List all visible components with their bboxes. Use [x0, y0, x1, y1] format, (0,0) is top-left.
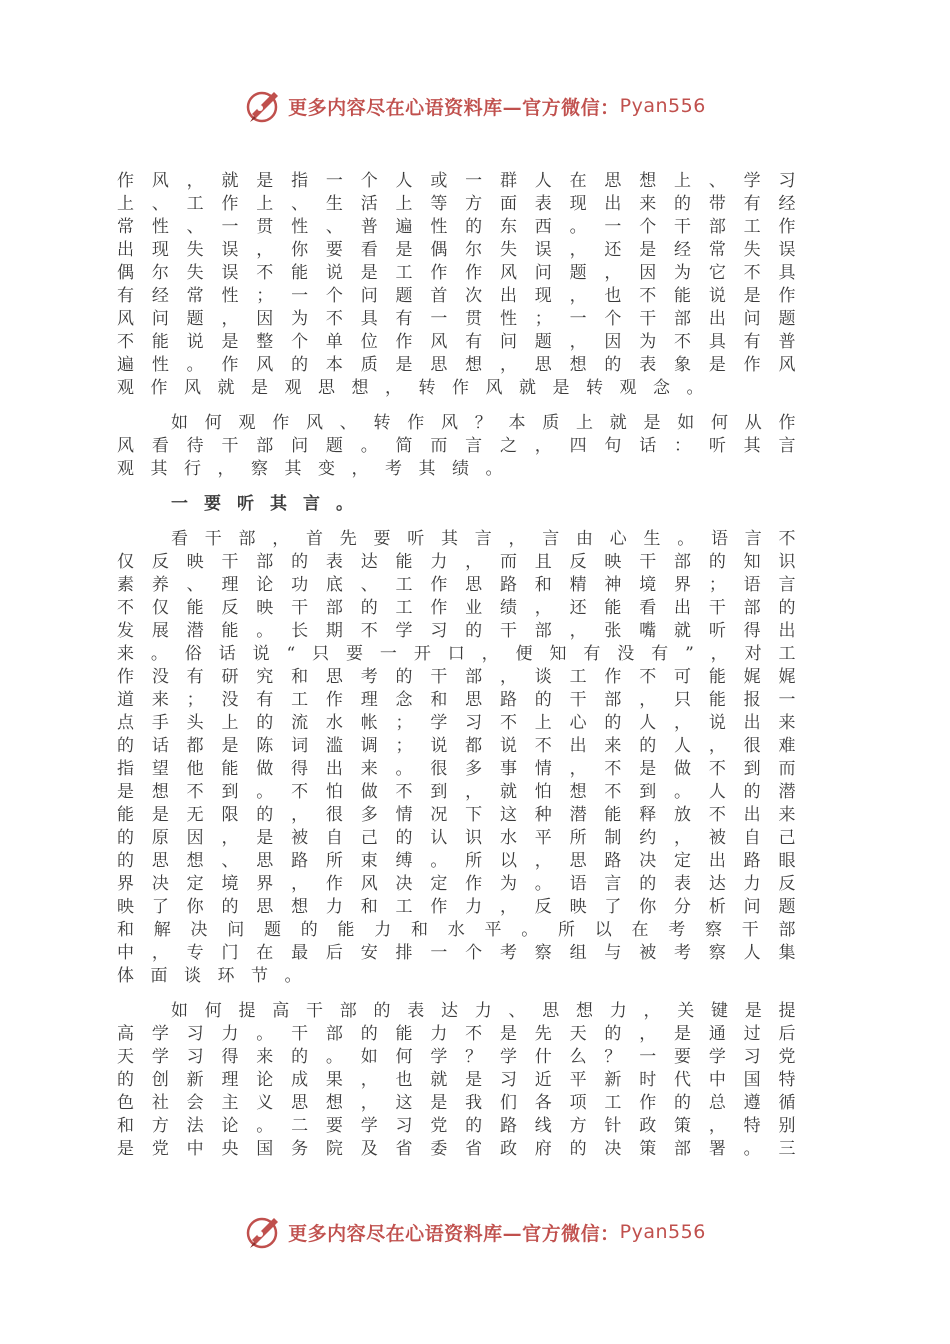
paragraph-3: 看干部，首先要听其言，言由心生。语言不仅反映干部的表达能力，而且反映干部的知识素养、理论功底、工作思路和精神境界；语言不仅能反映干部的工作业绩，还能看出干部的发展潜能。长期不学习的干部，张嘴就听得出来。俗话说“只要一开口，便知有没有”，对工作没有研究和思考的干部，谈工作不可能娓娓道来；没有工作理念和思路的干部，只能报一点手头上的流水帐；学习不上心的人，说出来的话都是陈词滥调；说都说不出来的人，很难指望他能做得出来。很多事情，不是做不到而是想不到。不怕做不到，就怕想不到。人的潜能是无限的，很多情况下这种潜能释放不出来的原因，是被自己的认识水平所制约，被自己的思想、思路所束缚。所以，思路决定出路眼界决定境界，作风决定作为。语言的表达力反映了你的思想力和工作力，反映了你分析问题和解决问题的能力和水平。所以在考察干部中，专门在最后安排一个考察组与被考察人集体面谈环节。	[117, 529, 812, 986]
banner-text: 更多内容尽在心语资料库—官方微信：	[288, 1222, 620, 1245]
footer-banner	[0, 1210, 950, 1254]
banner-text: 更多内容尽在心语资料库—官方微信：	[288, 96, 620, 119]
paragraph-4: 如何提高干部的表达力、思想力，关键是提高学习力。干部的能力不是先天的，是通过后天学习得来的。如何学？学什么？一要学习党的创新理论成果，也就是习近平新时代中国特色社会主义思想，这是我们各项工作的总遵循和方法论。二要学习党的路线方针政策，特别是党中央国务院及省委省政府的决策部署。三	[117, 1001, 812, 1159]
banner-wechat-id: Pyan556	[619, 95, 706, 117]
banner-wechat-id: Pyan556	[619, 1221, 706, 1243]
paragraph-1: 作风，就是指一个人或一群人在思想上、学习上、工作上、生活上等方面表现出来的带有经常性、一贯性、普遍性的东西。一个干部工作出现失误，你要看是偶尔失误，还是经常失误偶尔失误不能说是工作作风问题，因为它不具有经常性；一个问题首次出现，也不能说是作风问题，因为不具有一贯性；一个干部出问题不能说是整个单位作风有问题，因为不具有普遍性。作风的本质是思想，思想的表象是作风观作风就是观思想，转作风就是转观念。	[117, 171, 812, 398]
pen-logo-icon	[244, 1212, 284, 1252]
section-heading: 一要听其言。	[171, 494, 369, 514]
pen-logo-icon	[244, 86, 284, 126]
paragraph-2: 如何观作风、转作风？本质上就是如何从作风看待干部问题。简而言之，四句话：听其言观其行，察其变，考其绩。	[117, 413, 812, 479]
document-body	[117, 170, 812, 1161]
header-banner	[0, 84, 950, 128]
